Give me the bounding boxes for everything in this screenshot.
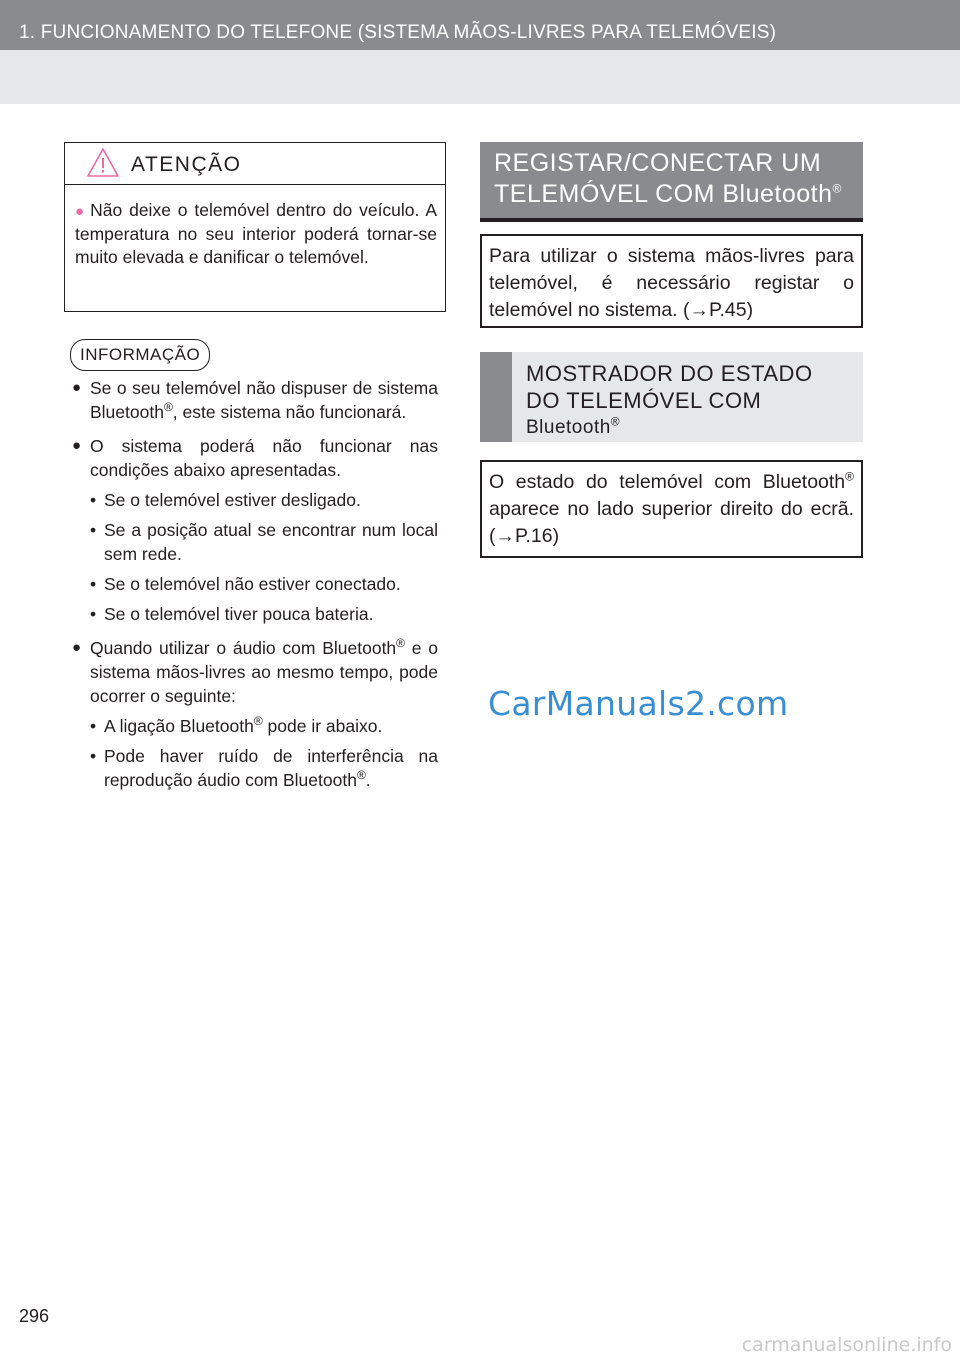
section-title: MOSTRADOR DO ESTADO DO TELEMÓVEL COM Bluetooth®: [526, 361, 813, 438]
sub-item: • Se o telemóvel não estiver conectado.: [90, 572, 438, 596]
bullet-icon: ●: [75, 203, 87, 220]
section-strip: [480, 352, 512, 442]
info-item: ● Se o seu telemóvel não dispuser de sistema Bluetooth®, este sistema não funcionará.: [72, 378, 438, 422]
info-badge: INFORMAÇÃO: [70, 339, 210, 371]
section-text-register: Para utilizar o sistema mãos-livres para telemóvel, é necessário registar o telemóvel no sistema. (→P.45): [480, 234, 863, 328]
sub-item: • Se o telemóvel estiver desligado.: [90, 488, 438, 512]
page-number: 296: [19, 1306, 50, 1326]
warning-header: [65, 143, 445, 185]
bullet-icon: ●: [72, 639, 82, 656]
sub-list: [90, 714, 438, 792]
info-item: ● O sistema poderá não funcionar nas condições abaixo apresentadas. • Se o telemóvel estiver desligado. • Se a posição atual se encontrar num local sem rede. • Se o telemóvel não estiver conectado. • Se o telemóvel tiver pouca bateria.: [72, 434, 438, 626]
footer-watermark: carmanualsonline.info: [741, 1334, 952, 1356]
section-title: REGISTAR/CONECTAR UM TELEMÓVEL COM Bluetooth®: [494, 149, 842, 208]
warning-title: ATENÇÃO: [131, 153, 242, 176]
sub-item: • A ligação Bluetooth® pode ir abaixo.: [90, 714, 438, 738]
sub-item: • Se a posição atual se encontrar num local sem rede.: [90, 518, 438, 566]
warning-triangle-icon: [85, 145, 121, 181]
section-text-status: O estado do telemóvel com Bluetooth® aparece no lado superior direito do ecrã. (→P.16): [480, 460, 863, 558]
info-item: ● Quando utilizar o áudio com Bluetooth® e o sistema mãos-livres ao mesmo tempo, pode ocorrer o seguinte: • A ligação Bluetooth® pode ir abaixo. • Pode haver ruído de interferência na reprodução áudio com Bluetooth®.: [72, 636, 438, 792]
warning-box: [64, 142, 446, 312]
page-header: [0, 0, 960, 104]
bullet-icon: ●: [72, 379, 82, 396]
bullet-icon: ●: [72, 437, 82, 454]
watermark: CarManuals2.com: [488, 684, 789, 723]
chapter-title: 1. FUNCIONAMENTO DO TELEFONE (SISTEMA MÃOS-LIVRES PARA TELEMÓVEIS): [19, 22, 777, 43]
section-heading-register: [480, 142, 863, 222]
warning-text: ● Não deixe o telemóvel dentro do veículo. A temperatura no seu interior poderá tornar-se muito elevada e danificar o telemóvel.: [75, 200, 437, 267]
sub-list: [90, 488, 438, 626]
sub-item: • Pode haver ruído de interferência na reprodução áudio com Bluetooth®.: [90, 744, 438, 792]
info-list: [72, 376, 438, 802]
sub-item: • Se o telemóvel tiver pouca bateria.: [90, 602, 438, 626]
section-heading-status: [480, 352, 863, 442]
